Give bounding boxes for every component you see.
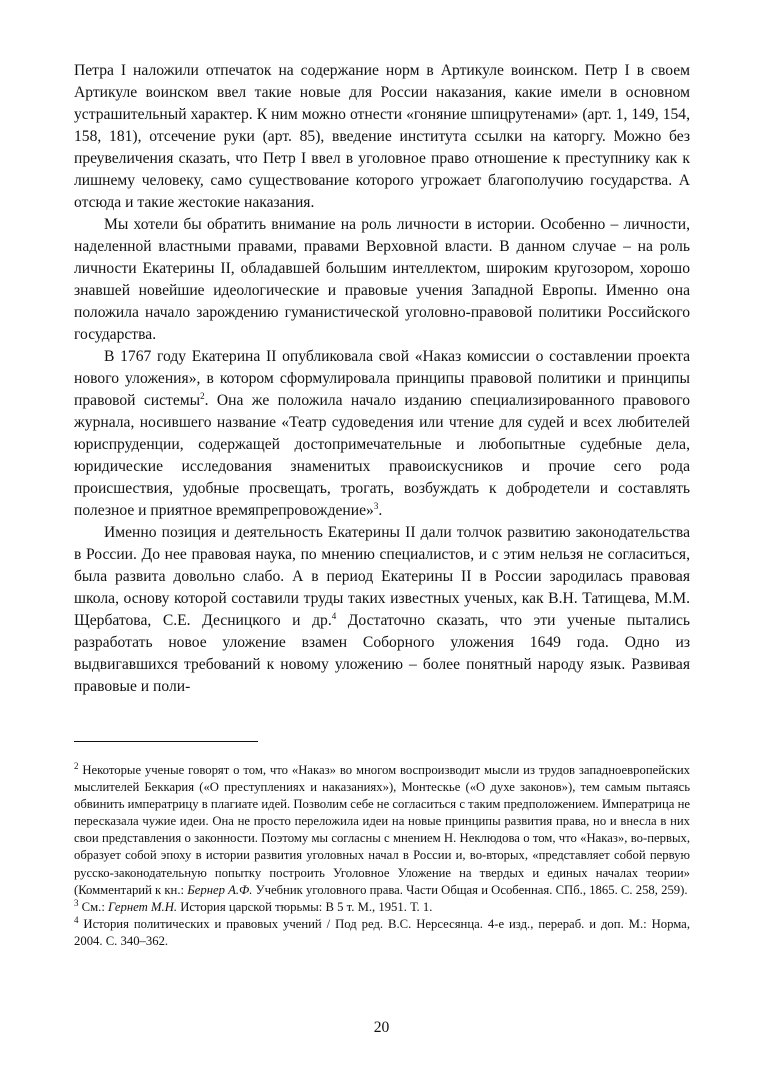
paragraph-2-text: Мы хотели бы обратить внимание на роль личности в истории. Особенно – личности, наделенной властными правами, правами Верховной власти. В данном случае – на роль личности Екатерины II, обладавшей большим интеллектом, широким кругозором, хорошо знавшей новейшие идеологические и правовые учения Западной Европы. Именно она положила начало зарождению гуманистической уголовно-правовой политики Российского государства.	[74, 216, 690, 343]
footnote-2	[74, 762, 690, 899]
paragraph-4	[74, 522, 690, 698]
paragraph-3	[74, 346, 690, 522]
footnote-4-text: История политических и правовых учений / Под ред. В.С. Нерсесянца. 4-е изд., перераб. и доп. М.: Норма, 2004. С. 340–362.	[74, 916, 690, 948]
footnote-ref-3: 3	[373, 500, 379, 511]
footnote-2-text-b: Учебник уголовного права. Части Общая и Особенная. СПб., 1865. С. 258, 259).	[252, 882, 688, 897]
paragraph-4-text-a: Именно позиция и деятельность Екатерины II дали толчок развитию законодательства в России. До нее правовая наука, по мнению специалистов, и с этим нельзя не согласиться, была развита довольно слабо. А в период Екатерины II в России зародилась правовая школа, основу которой составили труды таких известных ученых, как В.Н. Татищева, М.М. Щербатова, С.Е. Десницкого и др.	[74, 524, 690, 629]
footnote-separator	[74, 741, 258, 742]
footnote-ref-4: 4	[331, 610, 337, 621]
footnote-3-mark: 3	[74, 897, 79, 908]
footnote-3-text-b: История царской тюрьмы: В 5 т. М., 1951. Т. 1.	[177, 899, 433, 914]
footnote-4-mark: 4	[74, 914, 79, 925]
paragraph-4-text-b: Достаточно сказать, что эти ученые пытались разработать новое уложение взамен Соборного уложения 1649 года. Одно из выдвигавшихся требований к новому уложению – более понятный народу язык. Развивая правовые и поли-	[74, 612, 690, 695]
footnotes	[74, 762, 690, 950]
footnote-4	[74, 916, 690, 950]
footnote-3-author: Гернет М.Н.	[108, 899, 178, 914]
paragraph-1	[74, 60, 690, 214]
footnote-3-text-a: См.:	[78, 899, 109, 914]
footnote-2-text-a: Некоторые ученые говорят о том, что «Наказ» во многом воспроизводит мысли из трудов западноевропейских мыслителей Беккария («О преступлениях и наказаниях»), Монтескье («О духе законов»), тем самым пытаясь обвинить императрицу в плагиате идей. Позволим себе не согласиться с таким предположением. Императрица не пересказала чужие идеи. Она не просто переложила идеи на новые принципы развития права, но и внесла в них свои представления о законности. Поэтому мы согласны с мнением Н. Неклюдова о том, что «Наказ», во-первых, образует собой эпоху в истории развития уголовных начал в России и, во-вторых, «представляет собой первую русско-законодательную попытку построить Уголовное Уложение на твердых и единых началах теории» (Комментарий к кн.:	[74, 763, 690, 897]
page-number: 20	[373, 1019, 390, 1036]
footnote-ref-2: 2	[200, 390, 205, 401]
footnote-2-author: Бернер А.Ф.	[187, 882, 253, 897]
footnote-3	[74, 899, 690, 916]
paragraph-3-text-b: . Она же положила начало изданию специализированного правового журнала, носившего название «Театр судоведения или чтение для судей и всех любителей юриспруденции, содержащей достопримечательные и любопытные судебные дела, юридические исследования знаменитых правоискусников и прочие сего рода происшествия, удобные просвещать, трогать, возбуждать к добродетели и составлять полезное и приятное времяпрепровождение»	[74, 392, 690, 519]
footnote-2-mark: 2	[74, 760, 79, 771]
paragraph-2	[74, 214, 690, 346]
paragraph-1-text: Петра I наложили отпечаток на содержание норм в Артикуле воинском. Петр I в своем Артикуле воинском ввел такие новые для России наказания, какие имели в основном устрашительный характер. К ним можно отнести «гоняние шпицрутенами» (арт. 1, 149, 154, 158, 181), отсечение руки (арт. 85), введение института ссылки на каторгу. Можно без преувеличения сказать, что Петр I ввел в уголовное право отношение к преступнику как к лишнему человеку, само существование которого угрожает благополучию государства. А отсюда и такие жестокие наказания.	[74, 62, 690, 211]
paragraph-3-text-a: В 1767 году Екатерина II опубликовала свой «Наказ комиссии о составлении проекта нового уложения», в котором сформулировала принципы правовой политики и принципы правовой системы	[74, 348, 690, 409]
paragraph-3-text-c: .	[378, 502, 383, 519]
main-text	[74, 60, 690, 698]
